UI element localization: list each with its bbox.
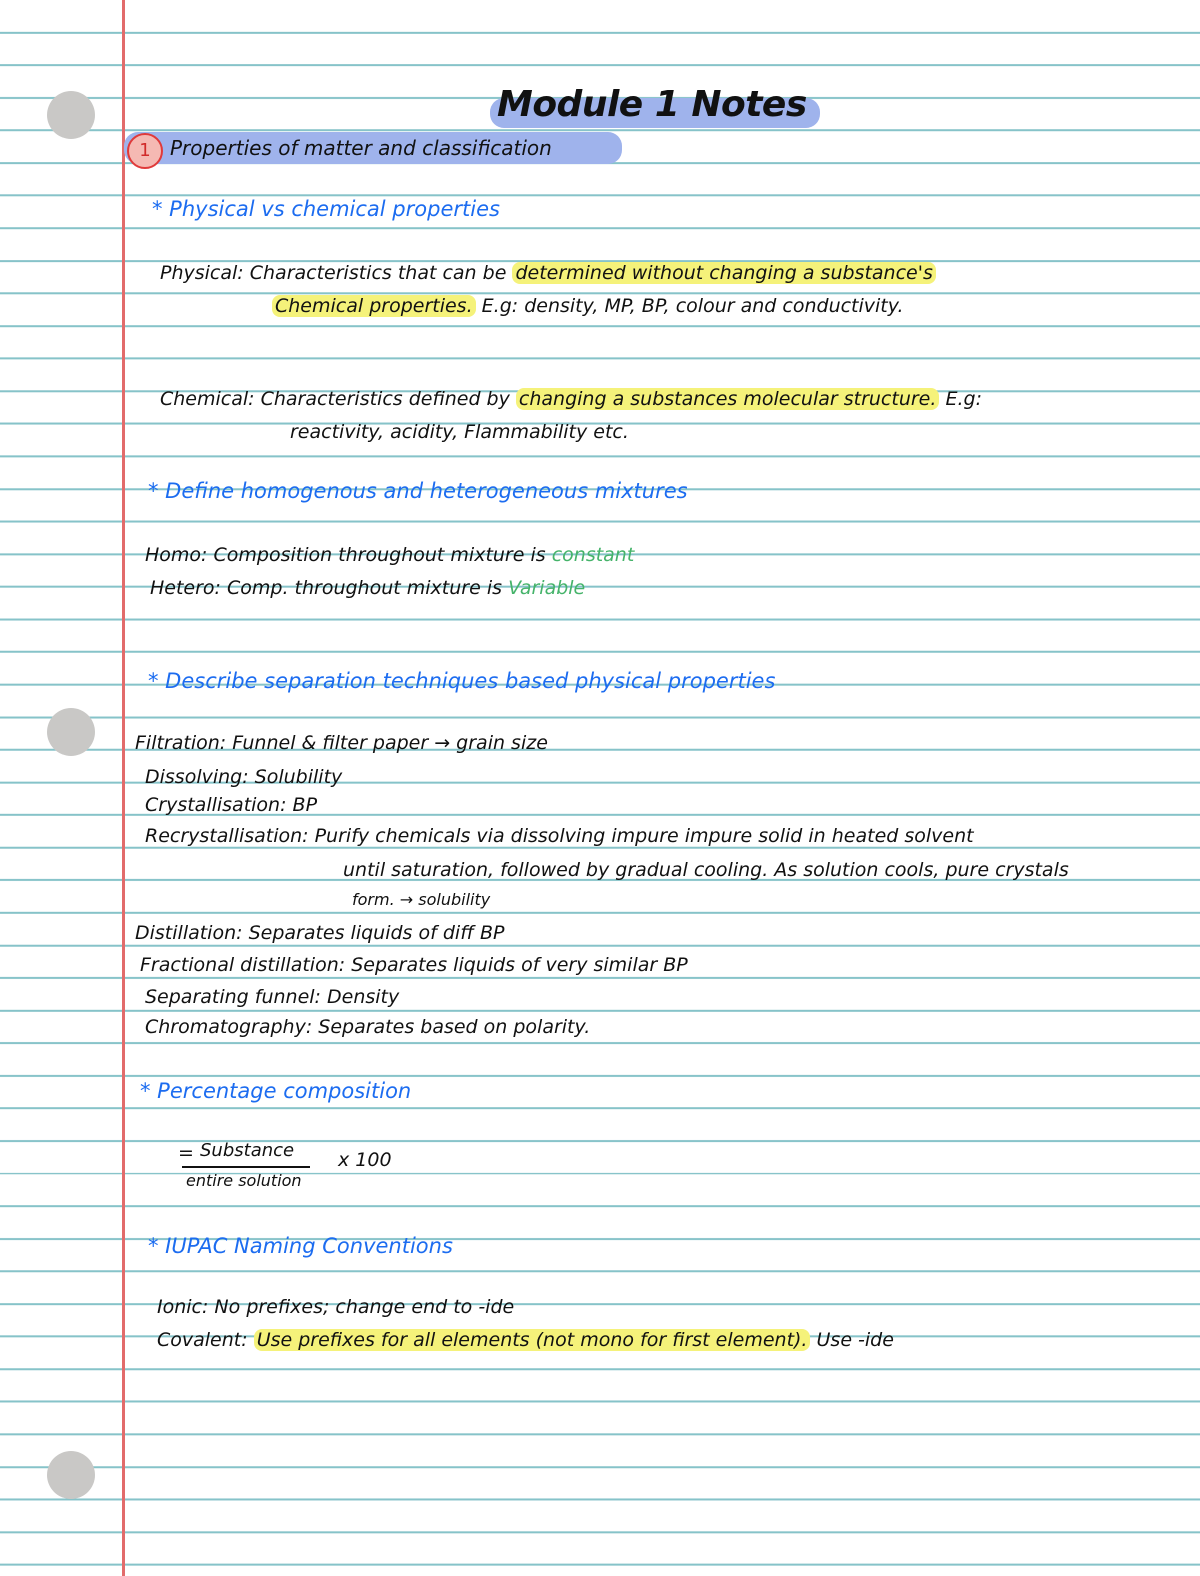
physical-examples: E.g: density, MP, BP, colour and conductivity.: [481, 295, 904, 317]
equals-sign: =: [178, 1142, 194, 1164]
iupac-heading: * IUPAC Naming Conventions: [148, 1234, 453, 1258]
crystallisation-line: Crystallisation: BP: [145, 794, 318, 816]
recrystallisation-line-1: Recrystallisation: Purify chemicals via dissolving impure impure solid in heated solvent: [145, 825, 974, 847]
chemical-label: Chemical:: [160, 388, 255, 410]
chemical-line-1: [160, 389, 982, 410]
physical-line-2: [272, 296, 904, 317]
margin-line: [122, 0, 125, 1576]
page-title: Module 1 Notes: [497, 84, 807, 125]
hetero-text: Hetero: Comp. throughout mixture is: [150, 577, 503, 599]
recrystallisation-line-2: until saturation, followed by gradual cooling. As solution cools, pure crystals: [343, 859, 1069, 881]
covalent-label: Covalent:: [157, 1329, 248, 1351]
physical-highlight: Chemical properties.: [272, 295, 476, 317]
separation-heading: * Describe separation techniques based physical properties: [148, 669, 776, 693]
fractional-line: Fractional distillation: Separates liquids of very similar BP: [140, 954, 688, 976]
homo-value: constant: [551, 544, 635, 566]
homo-line: [145, 545, 634, 566]
binder-hole: [47, 708, 95, 756]
chemical-text: Characteristics defined by: [260, 388, 510, 410]
multiplier: x 100: [338, 1149, 392, 1171]
physical-line-1: [160, 263, 936, 284]
covalent-line: [157, 1330, 894, 1351]
fraction-numerator: Substance: [200, 1140, 295, 1161]
physical-text: Characteristics that can be: [249, 262, 507, 284]
binder-hole: [47, 1451, 95, 1499]
physical-chemical-heading: * Physical vs chemical properties: [152, 197, 500, 221]
chemical-highlight: changing a substances molecular structure.: [516, 388, 940, 410]
fraction-denominator: entire solution: [186, 1171, 302, 1190]
hetero-value: Variable: [508, 577, 586, 599]
covalent-highlight: Use prefixes for all elements (not mono for first element).: [254, 1329, 811, 1351]
chromatography-line: Chromatography: Separates based on polarity.: [145, 1016, 591, 1038]
percentage-heading: * Percentage composition: [140, 1079, 412, 1103]
binder-hole: [47, 91, 95, 139]
filtration-line: Filtration: Funnel & filter paper → grain size: [135, 732, 548, 754]
hetero-line: [150, 578, 585, 599]
chemical-eg: E.g:: [945, 388, 982, 410]
chemical-line-2: reactivity, acidity, Flammability etc.: [290, 421, 629, 443]
recrystallisation-line-3: form. → solubility: [352, 890, 491, 909]
distillation-line: Distillation: Separates liquids of diff BP: [135, 922, 505, 944]
homo-text: Homo: Composition throughout mixture is: [145, 544, 546, 566]
covalent-tail: Use -ide: [816, 1329, 894, 1351]
ionic-line: Ionic: No prefixes; change end to -ide: [157, 1296, 515, 1318]
mixtures-heading: * Define homogenous and heterogeneous mixtures: [148, 479, 688, 503]
fraction-bar: [182, 1166, 310, 1168]
physical-label: Physical:: [160, 262, 244, 284]
section-heading: Properties of matter and classification: [170, 136, 552, 160]
separating-funnel-line: Separating funnel: Density: [145, 986, 400, 1008]
section-number: 1: [127, 133, 163, 169]
physical-highlight: determined without changing a substance's: [512, 262, 935, 284]
dissolving-line: Dissolving: Solubility: [145, 766, 343, 788]
